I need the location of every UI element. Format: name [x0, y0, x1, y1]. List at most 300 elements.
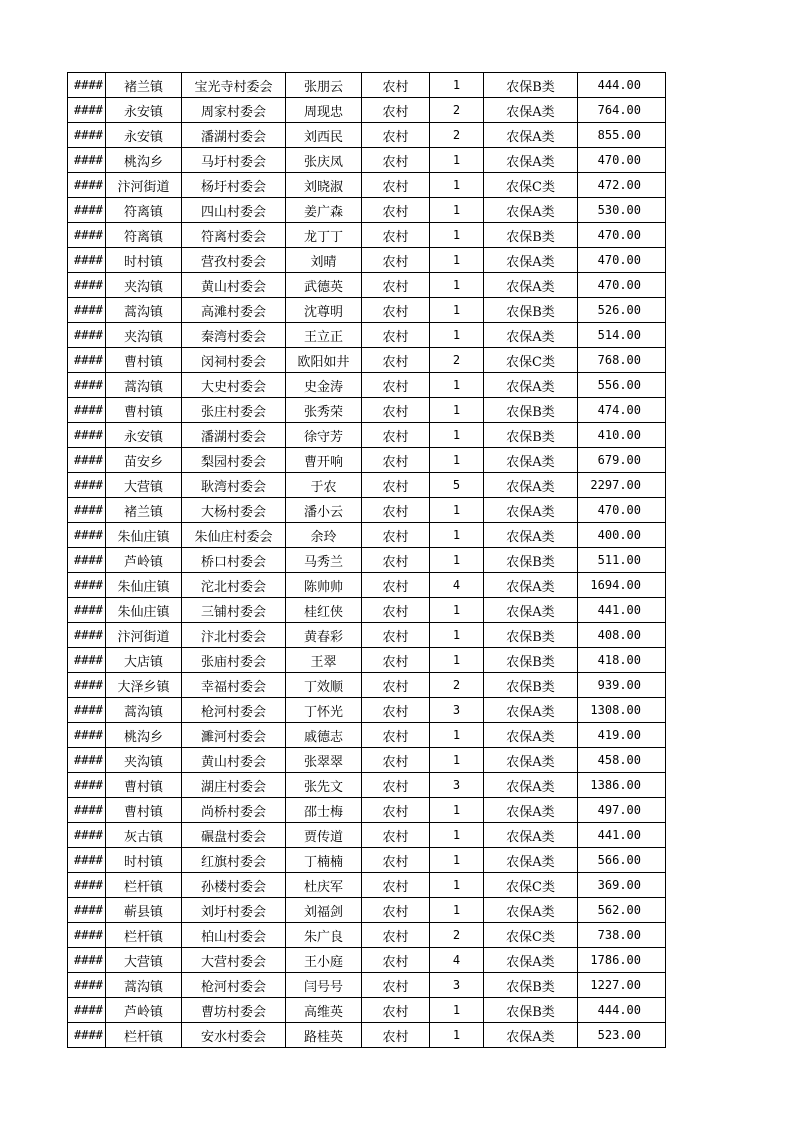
- name-cell: 黄春彩: [286, 623, 362, 648]
- village-cell: 碾盘村委会: [182, 823, 286, 848]
- amount-cell: 400.00: [578, 523, 666, 548]
- village-cell: 秦湾村委会: [182, 323, 286, 348]
- village-cell: 刘圩村委会: [182, 898, 286, 923]
- village-cell: 尚桥村委会: [182, 798, 286, 823]
- table-row: [68, 523, 666, 548]
- area-cell: 农村: [362, 698, 430, 723]
- town-cell: 永安镇: [106, 423, 182, 448]
- name-cell: 张秀荣: [286, 398, 362, 423]
- amount-cell: 410.00: [578, 423, 666, 448]
- household-count-cell: 1: [430, 148, 484, 173]
- id-cell: ####: [68, 898, 106, 923]
- amount-cell: 526.00: [578, 298, 666, 323]
- id-cell: ####: [68, 298, 106, 323]
- town-cell: 蒿沟镇: [106, 698, 182, 723]
- name-cell: 张先文: [286, 773, 362, 798]
- village-cell: 沱北村委会: [182, 573, 286, 598]
- insurance-type-cell: 农保A类: [484, 898, 578, 923]
- amount-cell: 939.00: [578, 673, 666, 698]
- area-cell: 农村: [362, 98, 430, 123]
- amount-cell: 418.00: [578, 648, 666, 673]
- area-cell: 农村: [362, 973, 430, 998]
- name-cell: 曹开响: [286, 448, 362, 473]
- town-cell: 栏杆镇: [106, 923, 182, 948]
- name-cell: 贾传道: [286, 823, 362, 848]
- id-cell: ####: [68, 548, 106, 573]
- amount-cell: 1308.00: [578, 698, 666, 723]
- area-cell: 农村: [362, 73, 430, 98]
- village-cell: 安水村委会: [182, 1023, 286, 1048]
- id-cell: ####: [68, 148, 106, 173]
- insurance-type-cell: 农保B类: [484, 973, 578, 998]
- id-cell: ####: [68, 648, 106, 673]
- town-cell: 褚兰镇: [106, 73, 182, 98]
- area-cell: 农村: [362, 798, 430, 823]
- insurance-type-cell: 农保A类: [484, 798, 578, 823]
- table-row: [68, 473, 666, 498]
- name-cell: 丁怀光: [286, 698, 362, 723]
- amount-cell: 514.00: [578, 323, 666, 348]
- id-cell: ####: [68, 73, 106, 98]
- village-cell: 大史村委会: [182, 373, 286, 398]
- household-count-cell: 1: [430, 548, 484, 573]
- table-row: [68, 623, 666, 648]
- amount-cell: 1694.00: [578, 573, 666, 598]
- table-row: [68, 723, 666, 748]
- insurance-type-cell: 农保A类: [484, 773, 578, 798]
- table-row: [68, 173, 666, 198]
- name-cell: 史金涛: [286, 373, 362, 398]
- insurance-type-cell: 农保B类: [484, 73, 578, 98]
- table-row: [68, 123, 666, 148]
- name-cell: 丁效顺: [286, 673, 362, 698]
- village-cell: 濉河村委会: [182, 723, 286, 748]
- amount-cell: 2297.00: [578, 473, 666, 498]
- household-count-cell: 1: [430, 498, 484, 523]
- name-cell: 桂红侠: [286, 598, 362, 623]
- amount-cell: 444.00: [578, 73, 666, 98]
- table-row: [68, 873, 666, 898]
- insurance-type-cell: 农保C类: [484, 173, 578, 198]
- insurance-type-cell: 农保A类: [484, 573, 578, 598]
- village-cell: 大营村委会: [182, 948, 286, 973]
- insurance-type-cell: 农保A类: [484, 598, 578, 623]
- id-cell: ####: [68, 323, 106, 348]
- village-cell: 孙楼村委会: [182, 873, 286, 898]
- id-cell: ####: [68, 98, 106, 123]
- table-row: [68, 398, 666, 423]
- table-row: [68, 648, 666, 673]
- amount-cell: 855.00: [578, 123, 666, 148]
- name-cell: 杜庆军: [286, 873, 362, 898]
- id-cell: ####: [68, 773, 106, 798]
- area-cell: 农村: [362, 623, 430, 648]
- amount-cell: 470.00: [578, 148, 666, 173]
- town-cell: 蒿沟镇: [106, 298, 182, 323]
- area-cell: 农村: [362, 723, 430, 748]
- area-cell: 农村: [362, 423, 430, 448]
- town-cell: 灰古镇: [106, 823, 182, 848]
- household-count-cell: 1: [430, 898, 484, 923]
- area-cell: 农村: [362, 948, 430, 973]
- table-row: [68, 323, 666, 348]
- name-cell: 周现忠: [286, 98, 362, 123]
- village-cell: 四山村委会: [182, 198, 286, 223]
- insurance-type-cell: 农保A类: [484, 373, 578, 398]
- amount-cell: 562.00: [578, 898, 666, 923]
- data-table: [67, 72, 666, 1048]
- town-cell: 永安镇: [106, 123, 182, 148]
- table-row: [68, 998, 666, 1023]
- area-cell: 农村: [362, 373, 430, 398]
- town-cell: 永安镇: [106, 98, 182, 123]
- household-count-cell: 1: [430, 273, 484, 298]
- village-cell: 红旗村委会: [182, 848, 286, 873]
- insurance-type-cell: 农保B类: [484, 548, 578, 573]
- name-cell: 张庆凤: [286, 148, 362, 173]
- table-row: [68, 748, 666, 773]
- village-cell: 大杨村委会: [182, 498, 286, 523]
- amount-cell: 408.00: [578, 623, 666, 648]
- table-row: [68, 698, 666, 723]
- household-count-cell: 1: [430, 248, 484, 273]
- insurance-type-cell: 农保B类: [484, 673, 578, 698]
- town-cell: 时村镇: [106, 848, 182, 873]
- household-count-cell: 1: [430, 748, 484, 773]
- household-count-cell: 4: [430, 948, 484, 973]
- insurance-type-cell: 农保B类: [484, 298, 578, 323]
- insurance-type-cell: 农保B类: [484, 398, 578, 423]
- table-body: [68, 73, 666, 1048]
- household-count-cell: 3: [430, 973, 484, 998]
- village-cell: 潘湖村委会: [182, 123, 286, 148]
- amount-cell: 444.00: [578, 998, 666, 1023]
- town-cell: 朱仙庄镇: [106, 598, 182, 623]
- table-row: [68, 273, 666, 298]
- town-cell: 符离镇: [106, 198, 182, 223]
- insurance-type-cell: 农保C类: [484, 873, 578, 898]
- area-cell: 农村: [362, 548, 430, 573]
- id-cell: ####: [68, 448, 106, 473]
- id-cell: ####: [68, 923, 106, 948]
- id-cell: ####: [68, 273, 106, 298]
- table-row: [68, 598, 666, 623]
- insurance-type-cell: 农保A类: [484, 723, 578, 748]
- table-row: [68, 973, 666, 998]
- town-cell: 时村镇: [106, 248, 182, 273]
- area-cell: 农村: [362, 323, 430, 348]
- household-count-cell: 2: [430, 348, 484, 373]
- household-count-cell: 2: [430, 673, 484, 698]
- name-cell: 刘晴: [286, 248, 362, 273]
- household-count-cell: 1: [430, 848, 484, 873]
- amount-cell: 679.00: [578, 448, 666, 473]
- name-cell: 沈尊明: [286, 298, 362, 323]
- village-cell: 张庙村委会: [182, 648, 286, 673]
- village-cell: 耿湾村委会: [182, 473, 286, 498]
- area-cell: 农村: [362, 448, 430, 473]
- town-cell: 夹沟镇: [106, 748, 182, 773]
- amount-cell: 556.00: [578, 373, 666, 398]
- insurance-type-cell: 农保B类: [484, 423, 578, 448]
- village-cell: 符离村委会: [182, 223, 286, 248]
- insurance-type-cell: 农保A类: [484, 248, 578, 273]
- town-cell: 夹沟镇: [106, 323, 182, 348]
- village-cell: 高滩村委会: [182, 298, 286, 323]
- town-cell: 蕲县镇: [106, 898, 182, 923]
- household-count-cell: 1: [430, 823, 484, 848]
- insurance-type-cell: 农保A类: [484, 748, 578, 773]
- area-cell: 农村: [362, 148, 430, 173]
- household-count-cell: 1: [430, 598, 484, 623]
- village-cell: 汴北村委会: [182, 623, 286, 648]
- table-row: [68, 823, 666, 848]
- insurance-type-cell: 农保A类: [484, 148, 578, 173]
- household-count-cell: 1: [430, 398, 484, 423]
- amount-cell: 511.00: [578, 548, 666, 573]
- id-cell: ####: [68, 1023, 106, 1048]
- town-cell: 汴河街道: [106, 623, 182, 648]
- name-cell: 戚德志: [286, 723, 362, 748]
- town-cell: 曹村镇: [106, 398, 182, 423]
- town-cell: 芦岭镇: [106, 998, 182, 1023]
- household-count-cell: 1: [430, 373, 484, 398]
- amount-cell: 530.00: [578, 198, 666, 223]
- village-cell: 闵祠村委会: [182, 348, 286, 373]
- area-cell: 农村: [362, 248, 430, 273]
- table-row: [68, 373, 666, 398]
- household-count-cell: 1: [430, 298, 484, 323]
- table-row: [68, 223, 666, 248]
- household-count-cell: 5: [430, 473, 484, 498]
- insurance-type-cell: 农保A类: [484, 848, 578, 873]
- town-cell: 朱仙庄镇: [106, 573, 182, 598]
- table-row: [68, 548, 666, 573]
- table-row: [68, 673, 666, 698]
- id-cell: ####: [68, 948, 106, 973]
- amount-cell: 1386.00: [578, 773, 666, 798]
- amount-cell: 472.00: [578, 173, 666, 198]
- name-cell: 朱广良: [286, 923, 362, 948]
- amount-cell: 566.00: [578, 848, 666, 873]
- village-cell: 湖庄村委会: [182, 773, 286, 798]
- amount-cell: 470.00: [578, 498, 666, 523]
- name-cell: 陈帅帅: [286, 573, 362, 598]
- id-cell: ####: [68, 848, 106, 873]
- area-cell: 农村: [362, 773, 430, 798]
- town-cell: 桃沟乡: [106, 723, 182, 748]
- table-row: [68, 148, 666, 173]
- table-row: [68, 73, 666, 98]
- household-count-cell: 1: [430, 448, 484, 473]
- amount-cell: 1786.00: [578, 948, 666, 973]
- name-cell: 王翠: [286, 648, 362, 673]
- village-cell: 柏山村委会: [182, 923, 286, 948]
- id-cell: ####: [68, 623, 106, 648]
- id-cell: ####: [68, 173, 106, 198]
- id-cell: ####: [68, 198, 106, 223]
- table-row: [68, 498, 666, 523]
- table-row: [68, 1023, 666, 1048]
- town-cell: 栏杆镇: [106, 873, 182, 898]
- area-cell: 农村: [362, 923, 430, 948]
- town-cell: 大营镇: [106, 473, 182, 498]
- village-cell: 宝光寺村委会: [182, 73, 286, 98]
- village-cell: 三铺村委会: [182, 598, 286, 623]
- id-cell: ####: [68, 398, 106, 423]
- table-row: [68, 98, 666, 123]
- household-count-cell: 1: [430, 998, 484, 1023]
- id-cell: ####: [68, 223, 106, 248]
- area-cell: 农村: [362, 748, 430, 773]
- household-count-cell: 1: [430, 723, 484, 748]
- town-cell: 桃沟乡: [106, 148, 182, 173]
- household-count-cell: 1: [430, 648, 484, 673]
- town-cell: 曹村镇: [106, 348, 182, 373]
- name-cell: 余玲: [286, 523, 362, 548]
- town-cell: 芦岭镇: [106, 548, 182, 573]
- insurance-type-cell: 农保A类: [484, 473, 578, 498]
- town-cell: 朱仙庄镇: [106, 523, 182, 548]
- town-cell: 栏杆镇: [106, 1023, 182, 1048]
- table-row: [68, 573, 666, 598]
- insurance-type-cell: 农保C类: [484, 923, 578, 948]
- village-cell: 朱仙庄村委会: [182, 523, 286, 548]
- area-cell: 农村: [362, 1023, 430, 1048]
- table-row: [68, 898, 666, 923]
- amount-cell: 1227.00: [578, 973, 666, 998]
- household-count-cell: 1: [430, 873, 484, 898]
- insurance-type-cell: 农保A类: [484, 823, 578, 848]
- household-count-cell: 1: [430, 198, 484, 223]
- town-cell: 曹村镇: [106, 798, 182, 823]
- amount-cell: 441.00: [578, 823, 666, 848]
- household-count-cell: 2: [430, 923, 484, 948]
- table-row: [68, 248, 666, 273]
- village-cell: 营孜村委会: [182, 248, 286, 273]
- insurance-type-cell: 农保A类: [484, 198, 578, 223]
- insurance-type-cell: 农保A类: [484, 498, 578, 523]
- id-cell: ####: [68, 723, 106, 748]
- town-cell: 褚兰镇: [106, 498, 182, 523]
- table-row: [68, 298, 666, 323]
- town-cell: 汴河街道: [106, 173, 182, 198]
- name-cell: 高维英: [286, 998, 362, 1023]
- name-cell: 张翠翠: [286, 748, 362, 773]
- household-count-cell: 2: [430, 123, 484, 148]
- name-cell: 王小庭: [286, 948, 362, 973]
- amount-cell: 419.00: [578, 723, 666, 748]
- insurance-type-cell: 农保B类: [484, 623, 578, 648]
- area-cell: 农村: [362, 298, 430, 323]
- amount-cell: 523.00: [578, 1023, 666, 1048]
- household-count-cell: 1: [430, 73, 484, 98]
- name-cell: 欧阳如井: [286, 348, 362, 373]
- name-cell: 张朋云: [286, 73, 362, 98]
- area-cell: 农村: [362, 898, 430, 923]
- village-cell: 周家村委会: [182, 98, 286, 123]
- id-cell: ####: [68, 423, 106, 448]
- household-count-cell: 1: [430, 223, 484, 248]
- area-cell: 农村: [362, 648, 430, 673]
- insurance-type-cell: 农保A类: [484, 323, 578, 348]
- name-cell: 刘西民: [286, 123, 362, 148]
- name-cell: 武德英: [286, 273, 362, 298]
- area-cell: 农村: [362, 823, 430, 848]
- table-row: [68, 798, 666, 823]
- area-cell: 农村: [362, 523, 430, 548]
- household-count-cell: 4: [430, 573, 484, 598]
- town-cell: 苗安乡: [106, 448, 182, 473]
- area-cell: 农村: [362, 998, 430, 1023]
- village-cell: 曹坊村委会: [182, 998, 286, 1023]
- household-count-cell: 1: [430, 323, 484, 348]
- id-cell: ####: [68, 573, 106, 598]
- id-cell: ####: [68, 473, 106, 498]
- name-cell: 于农: [286, 473, 362, 498]
- name-cell: 丁楠楠: [286, 848, 362, 873]
- insurance-type-cell: 农保A类: [484, 1023, 578, 1048]
- name-cell: 王立正: [286, 323, 362, 348]
- household-count-cell: 3: [430, 698, 484, 723]
- insurance-type-cell: 农保A类: [484, 523, 578, 548]
- amount-cell: 738.00: [578, 923, 666, 948]
- name-cell: 邵士梅: [286, 798, 362, 823]
- village-cell: 幸福村委会: [182, 673, 286, 698]
- town-cell: 夹沟镇: [106, 273, 182, 298]
- village-cell: 黄山村委会: [182, 748, 286, 773]
- id-cell: ####: [68, 248, 106, 273]
- insurance-type-cell: 农保A类: [484, 123, 578, 148]
- household-count-cell: 1: [430, 798, 484, 823]
- area-cell: 农村: [362, 348, 430, 373]
- table-row: [68, 948, 666, 973]
- town-cell: 大店镇: [106, 648, 182, 673]
- id-cell: ####: [68, 748, 106, 773]
- village-cell: 枪河村委会: [182, 698, 286, 723]
- household-count-cell: 3: [430, 773, 484, 798]
- id-cell: ####: [68, 598, 106, 623]
- id-cell: ####: [68, 823, 106, 848]
- area-cell: 农村: [362, 173, 430, 198]
- id-cell: ####: [68, 673, 106, 698]
- amount-cell: 470.00: [578, 223, 666, 248]
- amount-cell: 768.00: [578, 348, 666, 373]
- insurance-type-cell: 农保A类: [484, 698, 578, 723]
- area-cell: 农村: [362, 673, 430, 698]
- village-cell: 枪河村委会: [182, 973, 286, 998]
- name-cell: 闫号号: [286, 973, 362, 998]
- area-cell: 农村: [362, 273, 430, 298]
- insurance-type-cell: 农保A类: [484, 448, 578, 473]
- insurance-type-cell: 农保B类: [484, 648, 578, 673]
- table-row: [68, 198, 666, 223]
- id-cell: ####: [68, 698, 106, 723]
- insurance-type-cell: 农保A类: [484, 273, 578, 298]
- id-cell: ####: [68, 123, 106, 148]
- table-row: [68, 773, 666, 798]
- amount-cell: 474.00: [578, 398, 666, 423]
- amount-cell: 470.00: [578, 273, 666, 298]
- amount-cell: 764.00: [578, 98, 666, 123]
- village-cell: 杨圩村委会: [182, 173, 286, 198]
- insurance-type-cell: 农保B类: [484, 998, 578, 1023]
- amount-cell: 369.00: [578, 873, 666, 898]
- area-cell: 农村: [362, 598, 430, 623]
- village-cell: 潘湖村委会: [182, 423, 286, 448]
- amount-cell: 497.00: [578, 798, 666, 823]
- name-cell: 刘福剑: [286, 898, 362, 923]
